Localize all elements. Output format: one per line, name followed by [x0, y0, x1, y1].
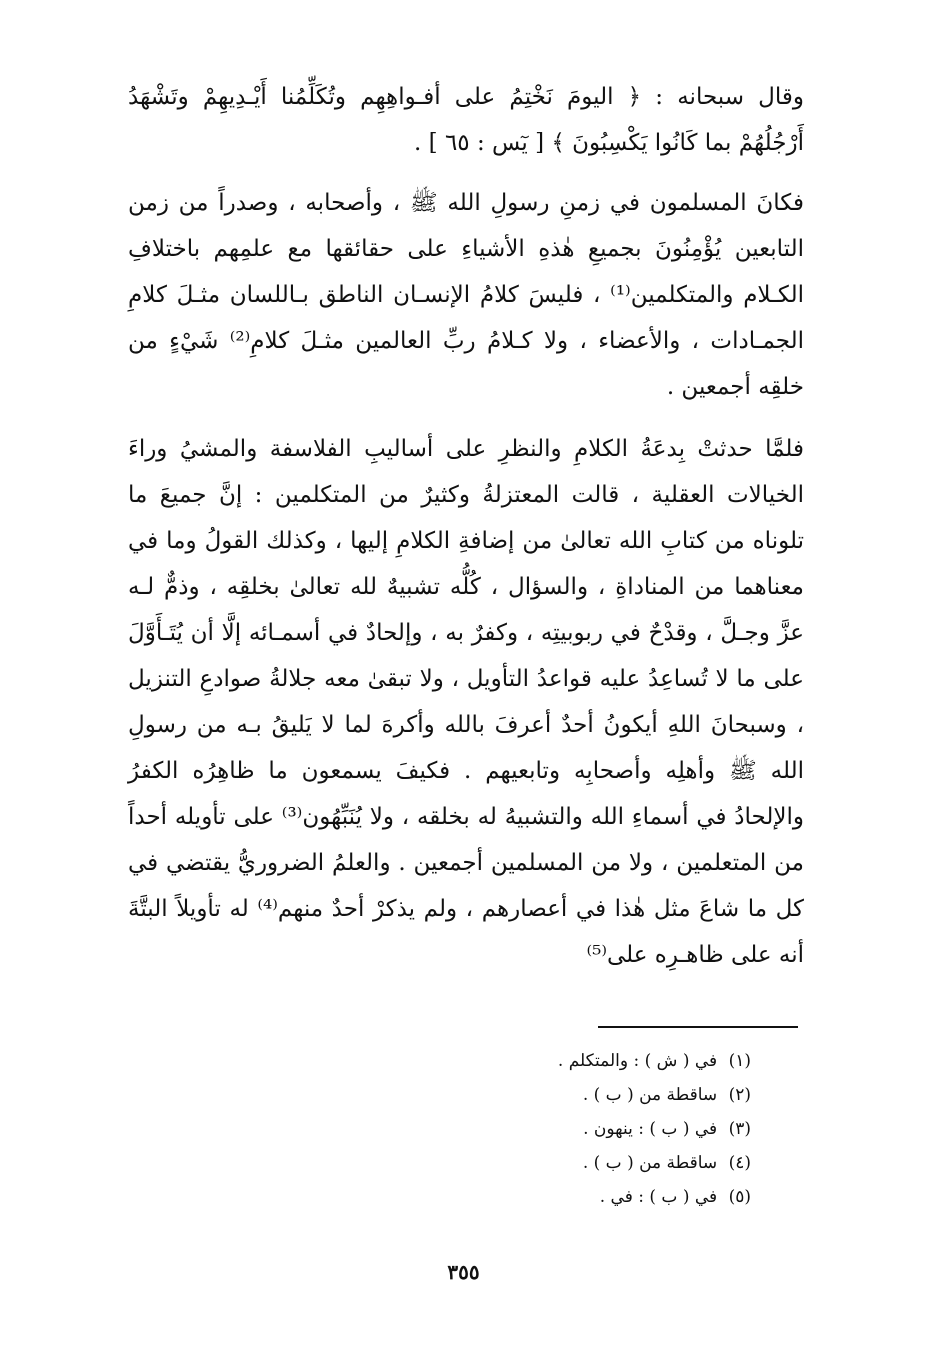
footnote-item [558, 1112, 751, 1146]
footnote-number: (٤) [728, 1153, 751, 1173]
footnote-text: في ( ب ) : ينهون . [583, 1119, 718, 1139]
footnote-divider [598, 1026, 798, 1028]
footnote-number: (٢) [728, 1085, 751, 1105]
footnote-text: في ( ش ) : والمتكلم . [557, 1051, 718, 1071]
footnotes-list [558, 1044, 751, 1214]
footnote-text: في ( ب ) : في . [599, 1187, 718, 1207]
footnote-number: (٥) [728, 1187, 751, 1207]
footnote-number: (١) [728, 1051, 751, 1071]
footnote-item [558, 1146, 751, 1180]
page-number: ٣٥٥ [447, 1260, 480, 1284]
footnote-item [558, 1044, 751, 1078]
footnote-number: (٣) [728, 1119, 751, 1139]
footnote-text: ساقطة من ( ب ) . [582, 1085, 718, 1105]
paragraph-quran-verse: وقال سبحانه : ﴿ اليومَ نَخْتِمُ على أفـواهِهِم وتُكَلِّمُنا أَيْـدِيهِمْ وتَشْهَدُ أَرْجُلُهُمْ بما كَانُوا يَكْسِبُونَ ﴾ [ يٓس : ٦٥ ] . [128, 84, 804, 156]
footnote-item [558, 1078, 751, 1112]
paragraph-kalam-innovation: فلمَّا حدثتْ بِدعَةُ الكلامِ والنظرِ على أساليبِ الفلاسفة والمشيُ وراءَ الخيالات العقلية ، قالت المعتزلةُ وكثيرٌ من المتكلمين : إنَّ جميعَ ما تلوناه من كتابِ الله تعالىٰ من إضافةِ الكلامِ إليها ، وكذلك القولُ وما في معناهما من المناداةِ ، والسؤال ، كُلُّه تشبيهٌ لله تعالىٰ بخلقِه ، وذمٌّ لـه عزَّ وجـلَّ ، وقدْحٌ في ربوبيتِه ، وكفرٌ به ، وإلحادٌ في أسمـائه إلَّا أن يُتَـأَوَّلَ على ما لا تُساعِدُ عليه قواعدُ التأويل ، ولا تبقىٰ معه جلالةُ صوادعِ التنزيل ، وسبحانَ اللهِ أيكونُ أحدٌ أعرفَ بالله وأكرهَ لما لا يَليقُ بـه من رسولِ الله ﷺ وأهلِه وأصحابِه وتابعيهم . فكيفَ يسمعون ما ظاهِرُه الكفرُ والإلحادُ في أسماءِ الله والتشبيهُ له بخلقه ، ولا يُنَبِّهُون⁽³⁾ على تأويله أحداً من المتعلمين ، ولا من المسلمين أجمعين . والعلمُ الضروريُّ يقتضي في كل ما شاعَ مثل هٰذا في أعصارهم ، ولم يذكرْ أحدٌ منهم⁽⁴⁾ له تأويلاً البتَّةَ أنه على ظاهـرِه على⁽⁵⁾ [128, 436, 805, 968]
footnote-item [558, 1180, 751, 1214]
page-body [128, 74, 804, 978]
paragraph-early-muslims: فكانَ المسلمون في زمنِ رسولِ الله ﷺ ، وأصحابه ، وصدراً من زمن التابعين يُؤْمِنُونَ بجميعِ هٰذهِ الأشياءِ على حقائقها مع علمِهم باختلافِ الكـلام والمتكلمين⁽¹⁾ ، فليسَ كلامُ الإنسـان الناطق بـاللسان مثـلَ كلامِ الجمـادات ، والأعضاء ، ولا كـلامُ ربِّ العالمين مثـلَ كلامِ⁽²⁾ شَيْءٍ من خلقِه أجمعين . [128, 190, 805, 400]
footnote-text: ساقطة من ( ب ) . [582, 1153, 718, 1173]
